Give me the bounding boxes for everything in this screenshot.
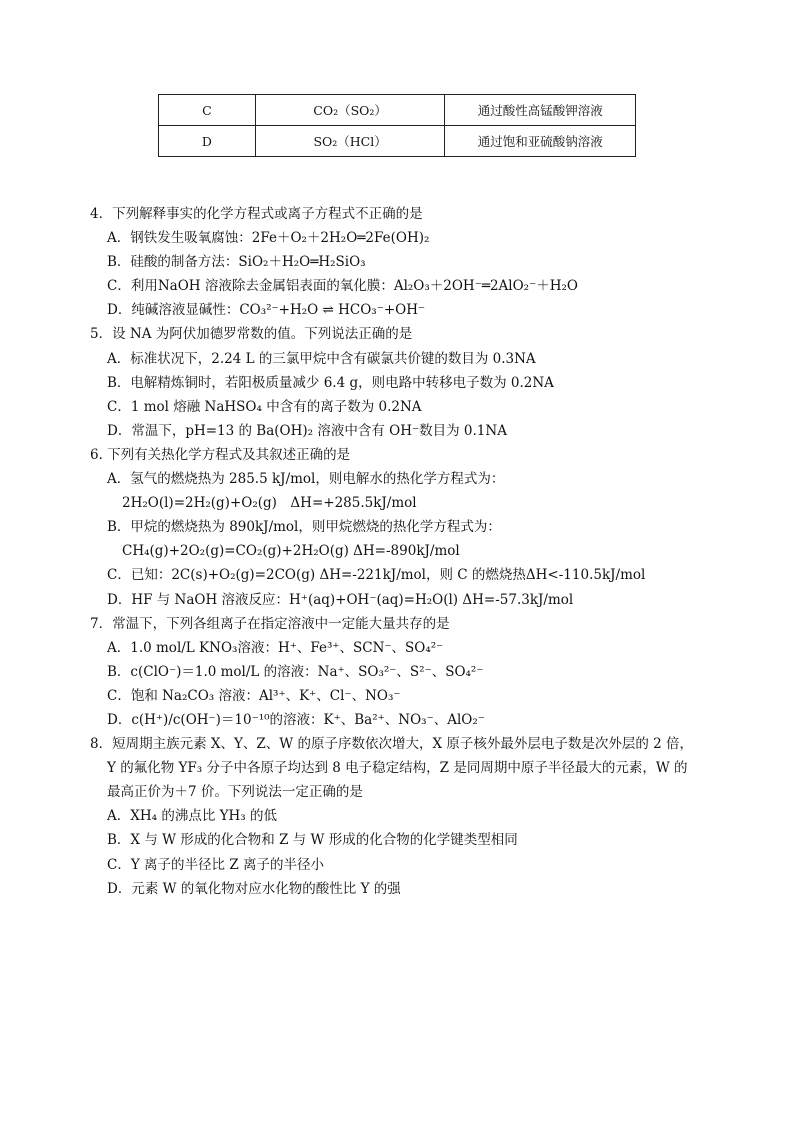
answer-option: A．1.0 mol/L KNO₃溶液：H⁺、Fe³⁺、SCN⁻、SO₄²⁻ bbox=[107, 639, 444, 656]
answer-option: B．X 与 W 形成的化合物和 Z 与 W 形成的化合物的化学键类型相同 bbox=[107, 832, 518, 849]
answer-option: B．电解精炼铜时，若阳极质量减少 6.4 g，则电路中转移电子数为 0.2NA bbox=[107, 374, 554, 391]
question-stem: 8．短周期主族元素 X、Y、Z、W 的原子序数依次增大，X 原子核外最外层电子数是次外层的 2 倍， bbox=[90, 736, 694, 753]
answer-option: C．Y 离子的半径比 Z 离子的半径小 bbox=[107, 856, 324, 873]
answer-option: C．饱和 Na₂CO₃ 溶液：Al³⁺、K⁺、Cl⁻、NO₃⁻ bbox=[107, 687, 401, 704]
answer-option: C．1 mol 熔融 NaHSO₄ 中含有的离子数为 0.2NA bbox=[107, 398, 422, 415]
table-cell: 通过酸性高锰酸钾溶液 bbox=[445, 95, 636, 126]
answer-option: C．利用NaOH 溶液除去金属铝表面的氧化膜：Al₂O₃＋2OH⁻═2AlO₂⁻＋H₂O bbox=[107, 278, 578, 295]
answer-option: B．硅酸的制备方法：SiO₂＋H₂O═H₂SiO₃ bbox=[107, 254, 366, 271]
equation-line: CH₄(g)+2O₂(g)=CO₂(g)+2H₂O(g) ΔH=-890kJ/mol bbox=[122, 543, 460, 560]
table-cell: D bbox=[159, 126, 256, 157]
answer-option: B．c(ClO⁻)＝1.0 mol/L 的溶液：Na⁺、SO₃²⁻、S²⁻、SO₄²⁻ bbox=[107, 663, 484, 680]
table-row bbox=[159, 126, 636, 157]
equation-line: 2H₂O(l)=2H₂(g)+O₂(g) ΔH=+285.5kJ/mol bbox=[122, 495, 417, 512]
answer-option: D．元素 W 的氧化物对应水化物的酸性比 Y 的强 bbox=[107, 880, 401, 897]
answer-option: B．甲烷的燃烧热为 890kJ/mol，则甲烷燃烧的热化学方程式为： bbox=[107, 519, 501, 536]
table-cell: CO₂（SO₂） bbox=[255, 95, 445, 126]
question-stem-continued: Y 的氟化物 YF₃ 分子中各原子均达到 8 电子稳定结构，Z 是同周期中原子半径最大的元素，W 的 bbox=[107, 760, 688, 777]
question-stem-continued: 最高正价为＋7 价。下列说法一定正确的是 bbox=[107, 784, 363, 801]
question-stem: 5．设 NA 为阿伏加德罗常数的值。下列说法正确的是 bbox=[90, 326, 413, 343]
answer-option: D．常温下，pH=13 的 Ba(OH)₂ 溶液中含有 OH⁻数目为 0.1NA bbox=[107, 422, 507, 439]
answer-option: C．已知：2C(s)+O₂(g)=2CO(g) ΔH=-221kJ/mol，则 C 的燃烧热ΔH<-110.5kJ/mol bbox=[107, 567, 646, 584]
question-stem: 7．常温下，下列各组离子在指定溶液中一定能大量共存的是 bbox=[90, 615, 450, 632]
answer-option: A．XH₄ 的沸点比 YH₃ 的低 bbox=[107, 808, 278, 825]
table-cell: 通过饱和亚硫酸钠溶液 bbox=[445, 126, 636, 157]
table-cell: SO₂（HCl） bbox=[255, 126, 445, 157]
answer-option: A．氢气的燃烧热为 285.5 kJ/mol，则电解水的热化学方程式为： bbox=[107, 471, 505, 488]
question-stem: 6. 下列有关热化学方程式及其叙述正确的是 bbox=[90, 446, 351, 463]
reagent-options-table bbox=[158, 94, 636, 157]
table-cell: C bbox=[159, 95, 256, 126]
answer-option: D．c(H⁺)/c(OH⁻)＝10⁻¹⁰的溶液：K⁺、Ba²⁺、NO₃⁻、AlO₂⁻ bbox=[107, 711, 485, 728]
answer-option: D．纯碱溶液显碱性：CO₃²⁻+H₂O ⇌ HCO₃⁻+OH⁻ bbox=[107, 302, 426, 319]
answer-option: A．标准状况下，2.24 L 的三氯甲烷中含有碳氯共价键的数目为 0.3NA bbox=[107, 350, 536, 367]
question-text bbox=[90, 202, 730, 901]
question-stem: 4．下列解释事实的化学方程式或离子方程式不正确的是 bbox=[90, 206, 423, 222]
answer-option: D．HF 与 NaOH 溶液反应：H⁺(aq)+OH⁻(aq)=H₂O(l) ΔH=-57.3kJ/mol bbox=[107, 591, 574, 608]
table-row bbox=[159, 95, 636, 126]
answer-option: A．钢铁发生吸氧腐蚀：2Fe＋O₂＋2H₂O═2Fe(OH)₂ bbox=[107, 230, 430, 247]
